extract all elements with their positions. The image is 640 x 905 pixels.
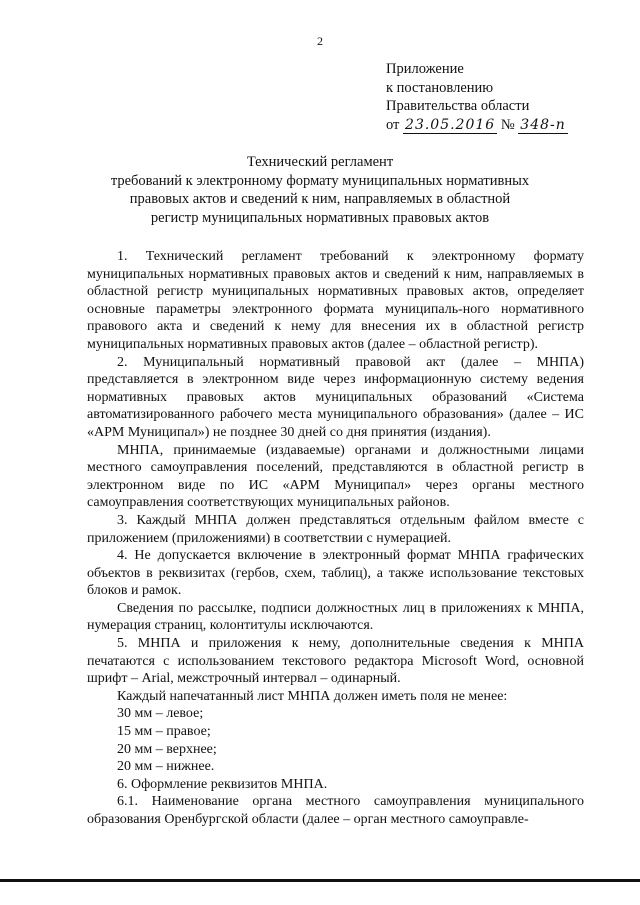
title-line-2: требований к электронному формату муниципальных нормативных	[110, 172, 530, 189]
appendix-line-2: к постановлению	[386, 79, 494, 96]
paragraph: 4. Не допускается включение в электронный формат МНПА графических объектов в реквизитах (гербов, схем, таблиц), а также использование текстовых блоков и рамок.	[87, 548, 584, 599]
title-line-1: Технический регламент	[246, 154, 394, 170]
margin-left-item: 30 мм – левое;	[117, 706, 204, 722]
handwritten-date: 23.05.2016	[405, 116, 496, 133]
paragraph: МНПА, принимаемые (издаваемые) органами и должностными лицами местного самоуправления поселений, представляются в областной регистр в электронном виде по ИС «АРМ Муниципал» через органы местного самоуправления соответствующих муниципальных районов.	[87, 442, 584, 511]
appendix-line-1: Приложение	[386, 61, 464, 77]
paragraph: 5. МНПА и приложения к нему, дополнительные сведения к МНПА печатаются с использованием текстового редактора Microsoft Word, основной шрифт – Arial, межстрочный интервал – одинарный.	[87, 636, 584, 687]
number-prefix: №	[500, 116, 515, 133]
page-number: 2	[317, 34, 323, 48]
paragraph: Каждый напечатанный лист МНПА должен иметь поля не менее:	[117, 688, 508, 704]
paragraph: Сведения по рассылке, подписи должностных лиц в приложениях к МНПА, нумерация страниц, колонтитулы исключаются.	[87, 600, 584, 634]
appendix-date-line	[386, 116, 568, 135]
handwritten-number: 348-п	[520, 116, 566, 133]
margin-bottom-item: 20 мм – нижнее.	[117, 759, 215, 775]
paragraph: 2. Муниципальный нормативный правовой акт (далее – МНПА) представляется в электронном виде через информационную систему ведения нормативных правовых актов муниципальных образований «Система автоматизированного рабочего места муниципального образования» (далее – ИС «АРМ Муниципал») не позднее 30 дней со дня принятия (издания).	[87, 354, 584, 440]
appendix-block	[386, 60, 568, 134]
bottom-rule	[0, 879, 640, 882]
appendix-line-3: Правительства области	[386, 98, 530, 114]
paragraph: 6.1. Наименование органа местного самоуправления муниципального образования Оренбургской области (далее – орган местного самоуправле-	[87, 794, 584, 827]
document-body	[87, 248, 584, 829]
date-prefix: от	[386, 116, 400, 133]
paragraph: 1. Технический регламент требований к электронному формату муниципальных нормативных правовых актов и сведений к ним, направляемых в областной регистр муниципальных нормативных правовых актов, определяет основные параметры электронного формата муниципаль-ного нормативного правового акта и сведений к нему для внесения их в областной регистр муниципальных нормативных правовых актов (далее – областной регистр).	[87, 249, 584, 352]
paragraph: 6. Оформление реквизитов МНПА.	[117, 776, 328, 792]
margin-top-item: 20 мм – верхнее;	[117, 741, 217, 757]
paragraph: 3. Каждый МНПА должен представляться отдельным файлом вместе с приложением (приложениями) в соответствии с нумерацией.	[87, 512, 584, 546]
margin-right-item: 15 мм – правое;	[117, 724, 211, 740]
title-line-4: регистр муниципальных нормативных правовых актов	[150, 209, 490, 226]
title-line-3: правовых актов и сведений к ним, направляемых в областной	[129, 191, 511, 207]
document-title	[100, 153, 540, 227]
